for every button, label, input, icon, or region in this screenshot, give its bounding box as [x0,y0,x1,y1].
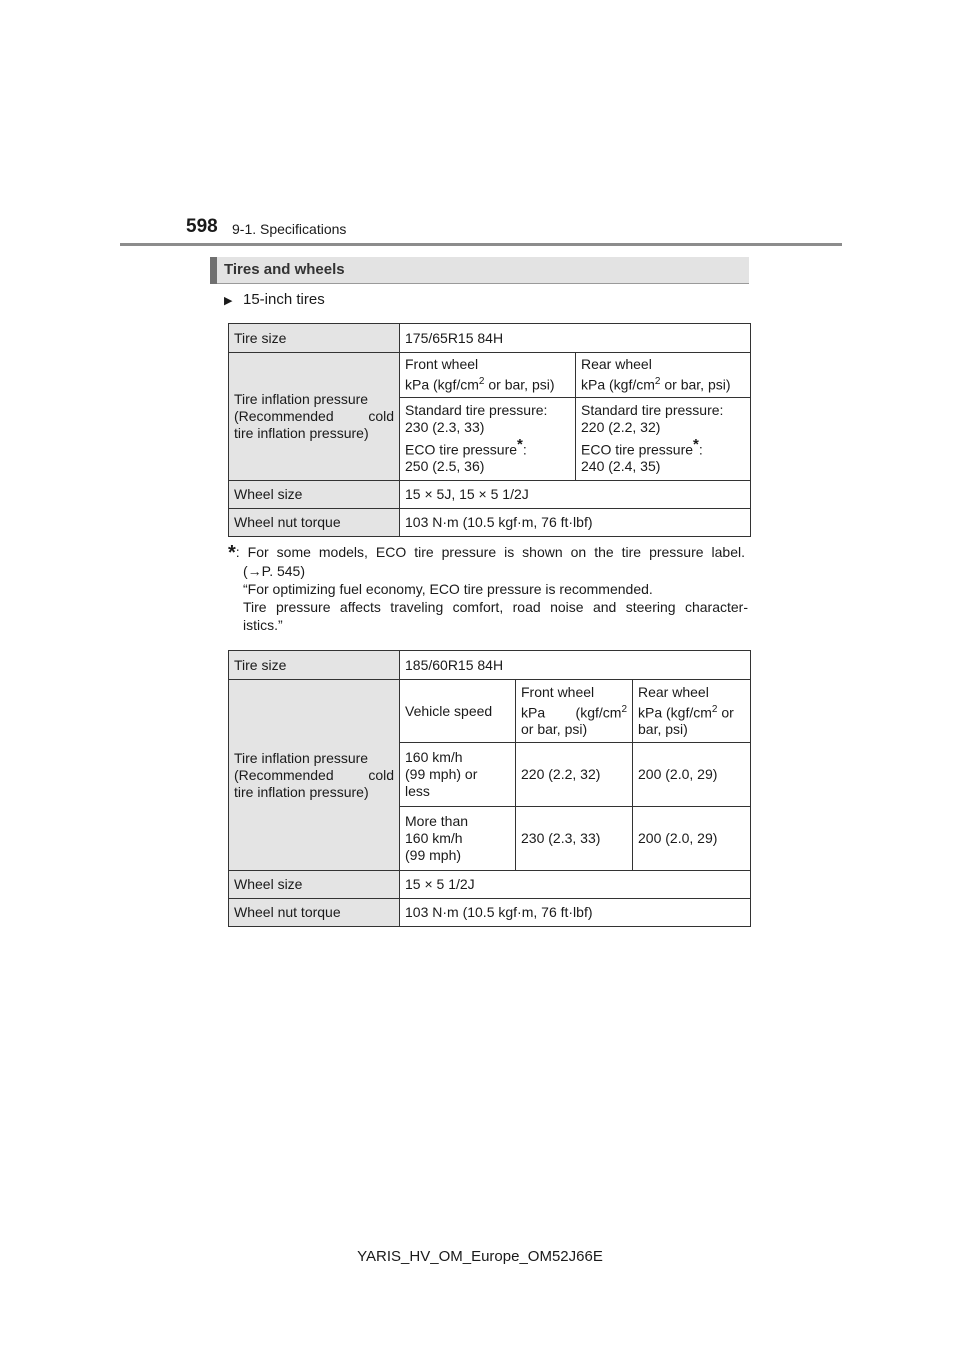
wheel-nut-torque-value: 103 N·m (10.5 kgf·m, 76 ft·lbf) [400,899,751,927]
subsection-title: 15-inch tires [243,291,325,308]
vehicle-speed-cell: More than 160 km/h (99 mph) [400,807,516,871]
tire-size-label: Tire size [229,324,400,353]
wheel-size-label: Wheel size [229,480,400,508]
vehicle-speed-header: Vehicle speed [400,680,516,743]
page-number: 598 [186,216,218,237]
tire-spec-table-175 [228,323,751,537]
document-id: YARIS_HV_OM_Europe_OM52J66E [357,1248,603,1265]
wheel-size-label: Wheel size [229,871,400,899]
rear-wheel-pressure: 200 (2.0, 29) [633,807,751,871]
rear-wheel-pressure: 200 (2.0, 29) [633,743,751,807]
wheel-size-value: 15 × 5 1/2J [400,871,751,899]
wheel-nut-torque-label: Wheel nut torque [229,508,400,536]
rear-wheel-header: Rear wheel kPa ($kgf/cm^2$ or bar, psi) [576,353,751,398]
front-wheel-pressure: Standard tire pressure: 230 (2.3, 33) ECO tire pressure*: 250 (2.5, 36) [400,397,576,480]
section-title: Tires and wheels [224,261,345,278]
triangle-bullet-icon: ▶ [224,295,233,307]
wheel-nut-torque-label: Wheel nut torque [229,899,400,927]
chapter-title: 9-1. Specifications [232,221,347,237]
tire-size-value: 185/60R15 84H [400,651,751,680]
footnote: *: For some models, ECO tire pressure is shown on the tire pressure label. (→P. 545) “For optimizing fuel economy, ECO tire pressure is recommended. Tire pressure affects traveling comfort, road noise and steering character- istics.” [228,542,748,633]
wheel-size-value: 15 × 5J, 15 × 5 1/2J [400,480,751,508]
front-wheel-pressure: 230 (2.3, 33) [516,807,633,871]
tire-size-label: Tire size [229,651,400,680]
tire-spec-table-185 [228,650,751,927]
section-heading-accent [210,257,217,284]
footnote-marker: * [228,542,236,564]
front-wheel-header: Front wheel kPa ($kgf/cm^2$ or bar, psi) [516,680,633,743]
wheel-nut-torque-value: 103 N·m (10.5 kgf·m, 76 ft·lbf) [400,508,751,536]
header-divider [120,243,842,246]
front-wheel-pressure: 220 (2.2, 32) [516,743,633,807]
rear-wheel-header: Rear wheel kPa ($kgf/cm^2$ or bar, psi) [633,680,751,743]
rear-wheel-pressure: Standard tire pressure: 220 (2.2, 32) ECO tire pressure*: 240 (2.4, 35) [576,397,751,480]
inflation-pressure-label: Tire inflation pressure (Recommended cold tire inflation pressure) [229,680,400,871]
tire-size-value: 175/65R15 84H [400,324,751,353]
inflation-pressure-label: Tire inflation pressure (Recommended cold tire inflation pressure) [229,353,400,481]
front-wheel-header: Front wheel kPa ($kgf/cm^2$ or bar, psi) [400,353,576,398]
vehicle-speed-cell: 160 km/h (99 mph) or less [400,743,516,807]
